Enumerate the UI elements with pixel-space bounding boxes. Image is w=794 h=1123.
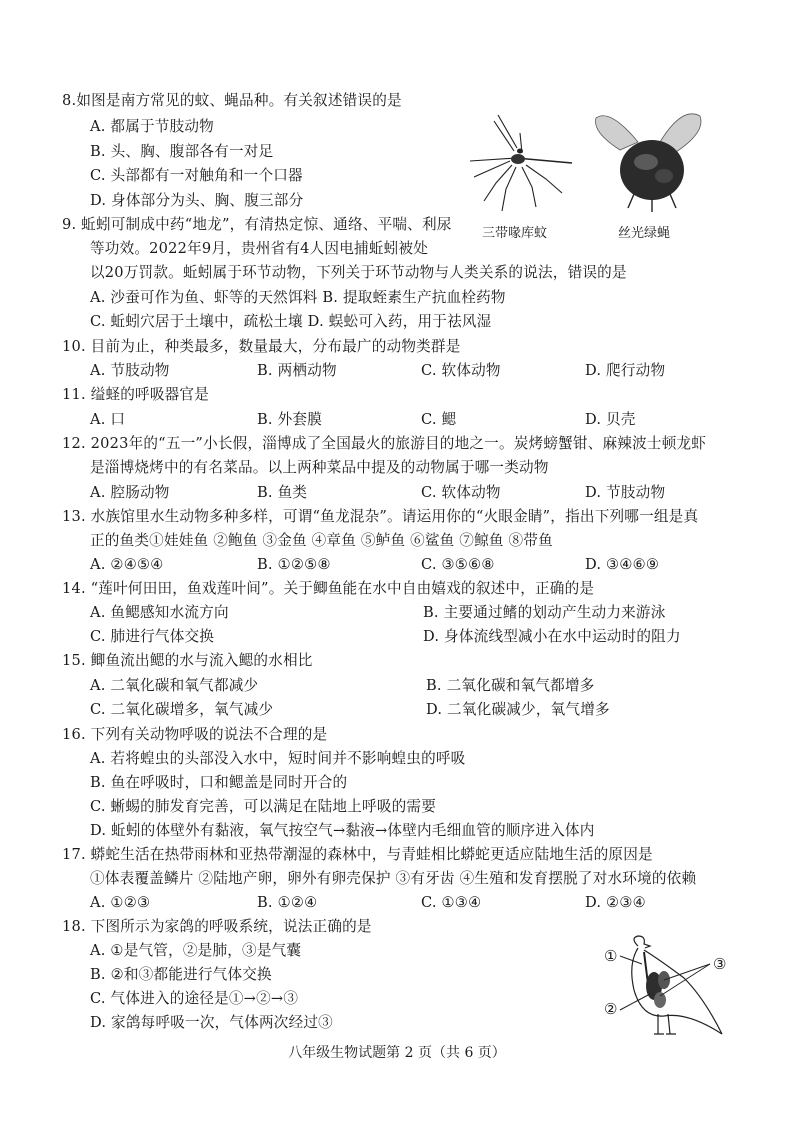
q17-option-d: D. ②③④ xyxy=(585,894,646,911)
q11-option-d: D. 贝壳 xyxy=(585,411,636,428)
q8-option-a: A. 都属于节肢动物 xyxy=(90,118,214,135)
q17-option-b: B. ①②④ xyxy=(257,894,318,911)
q13-line-2: 正的鱼类①娃娃鱼 ②鲍鱼 ③金鱼 ④章鱼 ⑤鲈鱼 ⑥鲨鱼 ⑦鲸鱼 ⑧带鱼 xyxy=(90,532,553,549)
pigeon-label-2: ② xyxy=(604,1000,618,1018)
q12-option-b: B. 鱼类 xyxy=(257,484,308,501)
q9-line-1: 9. 蚯蚓可制成中药“地龙”，有清热定惊、通络、平喘、利尿 xyxy=(62,216,452,233)
q9-options-ab: A. 沙蚕可作为鱼、虾等的天然饵料 B. 提取蛭素生产抗血栓药物 xyxy=(90,289,506,306)
pigeon-label-1: ① xyxy=(604,947,618,965)
q13-option-b: B. ①②⑤⑧ xyxy=(257,556,331,573)
q11-option-c: C. 鳃 xyxy=(421,411,457,428)
q13-option-a: A. ②④⑤④ xyxy=(90,556,164,573)
q11-stem: 11. 缢蛏的呼吸器官是 xyxy=(62,386,209,403)
q12-option-c: C. 软体动物 xyxy=(421,484,501,501)
q8-option-b: B. 头、胸、腹部各有一对足 xyxy=(90,143,274,160)
q12-option-a: A. 腔肠动物 xyxy=(90,484,170,501)
q9-line-3: 以20万罚款。蚯蚓属于环节动物，下列关于环节动物与人类关系的说法，错误的是 xyxy=(90,264,627,281)
q17-line-2: ①体表覆盖鳞片 ②陆地产卵，卵外有卵壳保护 ③有牙齿 ④生殖和发育摆脱了对水环境的依赖 xyxy=(90,870,697,887)
q14-stem: 14. “莲叶何田田，鱼戏莲叶间”。关于鲫鱼能在水中自由嬉戏的叙述中，正确的是 xyxy=(62,580,595,597)
q18-option-c: C. 气体进入的途径是①→②→③ xyxy=(90,990,299,1007)
q16-option-d: D. 蚯蚓的体壁外有黏液，氧气按空气→黏液→体壁内毛细血管的顺序进入体内 xyxy=(90,822,595,839)
q13-option-c: C. ③⑤⑥⑧ xyxy=(421,556,495,573)
q12-line-1: 12. 2023年的“五一”小长假，淄博成了全国最火的旅游目的地之一。炭烤螃蟹钳、麻辣波士顿龙虾 xyxy=(62,435,707,452)
q10-option-b: B. 两栖动物 xyxy=(257,362,337,379)
q16-option-c: C. 蜥蜴的肺发育完善，可以满足在陆地上呼吸的需要 xyxy=(90,798,436,815)
q13-option-d: D. ③④⑥⑨ xyxy=(585,556,660,573)
mosquito-figure xyxy=(462,103,578,218)
q14-option-a: A. 鱼鳃感知水流方向 xyxy=(90,604,229,621)
q17-option-a: A. ①②③ xyxy=(90,894,151,911)
q15-option-d: D. 二氧化碳减少，氧气增多 xyxy=(426,701,610,718)
q17-line-1: 17. 蟒蛇生活在热带雨林和亚热带潮湿的森林中，与青蛙相比蟒蛇更适应陆地生活的原因是 xyxy=(62,846,653,863)
q14-option-b: B. 主要通过鳍的划动产生动力来游泳 xyxy=(423,604,666,621)
q11-option-b: B. 外套膜 xyxy=(257,411,322,428)
q14-option-c: C. 肺进行气体交换 xyxy=(90,628,215,645)
q15-option-c: C. 二氧化碳增多，氧气减少 xyxy=(90,701,274,718)
fly-caption: 丝光绿蝇 xyxy=(618,226,671,241)
q16-stem: 16. 下列有关动物呼吸的说法不合理的是 xyxy=(62,726,328,743)
q8-stem: 8.如图是南方常见的蚊、蝇品种。有关叙述错误的是 xyxy=(62,92,402,109)
q15-option-b: B. 二氧化碳和氧气都增多 xyxy=(426,677,595,694)
q10-option-c: C. 软体动物 xyxy=(421,362,501,379)
q9-options-cd: C. 蚯蚓穴居于土壤中，疏松土壤 D. 蜈蚣可入药，用于祛风湿 xyxy=(90,313,492,330)
q14-option-d: D. 身体流线型减小在水中运动时的阻力 xyxy=(423,628,681,645)
q8-option-d: D. 身体部分为头、胸、腹三部分 xyxy=(90,192,304,209)
q8-option-c: C. 头部都有一对触角和一个口器 xyxy=(90,167,303,184)
q16-option-b: B. 鱼在呼吸时，口和鳃盖是同时开合的 xyxy=(90,774,348,791)
fly-figure xyxy=(590,102,708,214)
q10-option-d: D. 爬行动物 xyxy=(585,362,666,379)
pigeon-label-3: ③ xyxy=(713,955,727,973)
q18-option-d: D. 家鸽每呼吸一次，气体两次经过③ xyxy=(90,1014,333,1031)
q15-stem: 15. 鲫鱼流出鳃的水与流入鳃的水相比 xyxy=(62,652,313,669)
q17-option-c: C. ①③④ xyxy=(421,894,482,911)
q18-option-a: A. ①是气管，②是肺，③是气囊 xyxy=(90,942,302,959)
q9-line-2: 等功效。2022年9月，贵州省有4人因电捕蚯蚓被处 xyxy=(90,240,428,257)
q12-option-d: D. 节肢动物 xyxy=(585,484,666,501)
q18-option-b: B. ②和③都能进行气体交换 xyxy=(90,966,272,983)
pigeon-respiratory-figure xyxy=(598,934,738,1038)
q16-option-a: A. 若将蝗虫的头部没入水中，短时间并不影响蝗虫的呼吸 xyxy=(90,750,466,767)
q15-option-a: A. 二氧化碳和氧气都减少 xyxy=(90,677,259,694)
page-footer: 八年级生物试题第 2 页（共 6 页） xyxy=(288,1045,506,1061)
q18-stem: 18. 下图所示为家鸽的呼吸系统，说法正确的是 xyxy=(62,918,372,935)
q10-stem: 10. 目前为止，种类最多，数量最大，分布最广的动物类群是 xyxy=(62,338,461,355)
q12-line-2: 是淄博烧烤中的有名菜品。以上两种菜品中提及的动物属于哪一类动物 xyxy=(90,459,549,476)
q10-option-a: A. 节肢动物 xyxy=(90,362,170,379)
q13-line-1: 13. 水族馆里水生动物多种多样，可谓“鱼龙混杂”。请运用你的“火眼金睛”，指出下列哪一组是真 xyxy=(62,508,699,525)
q11-option-a: A. 口 xyxy=(90,411,126,428)
mosquito-caption: 三带喙库蚊 xyxy=(482,226,548,241)
